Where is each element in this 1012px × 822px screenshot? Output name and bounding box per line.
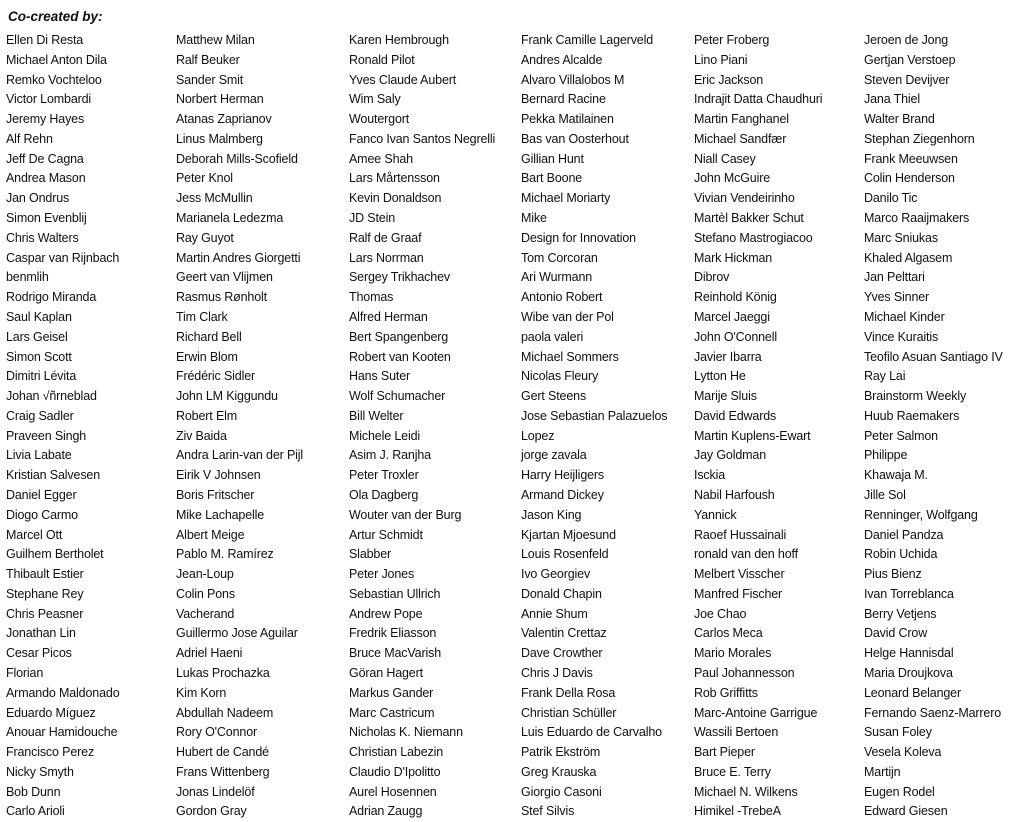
contributor-name: Khawaja M. xyxy=(864,468,928,483)
contributor-name: Bart Boone xyxy=(521,171,583,186)
column-spacer xyxy=(864,9,1010,31)
contributor-name: Stephane Rey xyxy=(6,586,84,601)
contributor-name: Johan √ñrneblad xyxy=(6,389,97,404)
contributor-name: Manfred Fischer xyxy=(694,586,783,601)
contributor-name: Khaled Algasem xyxy=(864,250,953,265)
contributor-name: Asim J. Ranjha xyxy=(349,448,431,463)
contributor-name: Jan Pelttari xyxy=(864,270,925,285)
contributor-name: Rasmus Rønholt xyxy=(176,290,267,305)
contributor-name: Marcel Jaeggi xyxy=(694,309,770,324)
contributor-name: Javier Ibarra xyxy=(694,349,762,364)
contributor-name: Jeremy Hayes xyxy=(6,112,85,127)
contributor-name: Bruce MacVarish xyxy=(349,646,441,661)
contributor-name: Frédéric Sidler xyxy=(176,369,256,384)
contributor-name: Eduardo Míguez xyxy=(6,705,96,720)
contributor-name: Jonathan Lin xyxy=(6,626,76,641)
contributor-name: Marc-Antoine Garrigue xyxy=(694,705,818,720)
contributor-name: Nicholas K. Niemann xyxy=(349,725,463,740)
credits-column-5 xyxy=(694,9,864,822)
contributor-name: Karen Hembrough xyxy=(349,33,449,47)
contributor-name: Michael N. Wilkens xyxy=(694,784,798,799)
contributor-name: Martijn xyxy=(864,764,901,779)
contributor-name: Dimitri Lévita xyxy=(6,369,77,384)
contributor-name: Jean-Loup xyxy=(176,567,234,582)
contributor-name: Craig Sadler xyxy=(6,408,74,423)
contributor-name: Jay Goldman xyxy=(694,448,766,463)
contributor-name: David Edwards xyxy=(694,408,777,423)
contributor-name: Ellen Di Resta xyxy=(6,33,84,47)
contributor-name: Eirik V Johnsen xyxy=(176,468,261,483)
contributor-name: Paul Johannesson xyxy=(694,666,795,680)
contributor-name: Simon Scott xyxy=(6,349,72,364)
contributor-name: Donald Chapin xyxy=(521,586,602,601)
contributor-name: Berry Vetjens xyxy=(864,606,937,621)
contributor-name: Woutergort xyxy=(349,112,410,127)
contributor-name: Göran Hagert xyxy=(349,666,423,680)
contributor-name: Caspar van Rijnbach xyxy=(6,250,120,265)
contributor-name: Anouar Hamidouche xyxy=(6,725,118,740)
contributor-name: Vivian Vendeirinho xyxy=(694,191,795,206)
contributor-name: Sergey Trikhachev xyxy=(349,270,450,285)
contributor-name: Lars Norrman xyxy=(349,250,424,265)
contributor-name: Stephan Ziegenhorn xyxy=(864,131,975,146)
contributor-name: Joe Chao xyxy=(694,606,747,621)
contributor-name: Andrea Mason xyxy=(6,171,86,186)
contributor-name: Linus Malmberg xyxy=(176,131,263,146)
contributor-name: Michael Sommers xyxy=(521,349,619,364)
contributor-name: Lytton He xyxy=(694,369,746,384)
credits-column-6 xyxy=(864,9,1010,822)
contributor-name: Helge Hannisdal xyxy=(864,646,954,661)
contributor-name: Victor Lombardi xyxy=(6,92,92,107)
contributor-name: Alfred Herman xyxy=(349,309,428,324)
contributor-name: John McGuire xyxy=(694,171,771,186)
contributor-name: Kim Korn xyxy=(176,685,227,700)
contributor-name: Peter Froberg xyxy=(694,33,770,47)
contributor-name: Jeroen de Jong xyxy=(864,33,949,47)
contributor-name: Norbert Herman xyxy=(176,92,264,107)
contributor-name: Robert Elm xyxy=(176,408,238,423)
contributor-name: Guillermo Jose Aguilar xyxy=(176,626,298,641)
contributor-name: Geert van Vlijmen xyxy=(176,270,273,285)
contributor-name: Ivan Torreblanca xyxy=(864,586,954,601)
contributor-name: Fernando Saenz-Marrero xyxy=(864,705,1002,720)
contributor-name: Teofilo Asuan Santiago IV xyxy=(864,349,1003,364)
contributor-name: Isckia xyxy=(694,468,726,483)
contributor-name: Livia Labate xyxy=(6,448,72,463)
contributor-name: Marc Castricum xyxy=(349,705,435,720)
contributor-name: Bas van Oosterhout xyxy=(521,131,629,146)
contributor-name: Patrik Ekström xyxy=(521,745,601,760)
contributor-name: Thibault Estier xyxy=(6,567,84,582)
contributor-name: Carlos Meca xyxy=(694,626,763,641)
contributor-name: Ziv Baida xyxy=(176,428,227,443)
column-spacer xyxy=(521,9,694,31)
contributor-name: Luis Eduardo de Carvalho xyxy=(521,725,662,740)
contributor-name: Rob Griffitts xyxy=(694,685,758,700)
contributor-name: Diogo Carmo xyxy=(6,507,78,522)
contributor-name: Vince Kuraitis xyxy=(864,329,939,344)
contributor-name: Martin Fanghanel xyxy=(694,112,789,127)
contributor-name: Martèl Bakker Schut xyxy=(694,211,804,226)
contributor-name: Carlo Arioli xyxy=(6,804,65,819)
contributor-name: Rory O'Connor xyxy=(176,725,258,740)
contributor-name: Frank Camille Lagerveld xyxy=(521,33,654,47)
contributor-name: Andrew Pope xyxy=(349,606,423,621)
names-list-4 xyxy=(521,31,694,822)
contributor-name: Armando Maldonado xyxy=(6,685,120,700)
contributor-name: Andra Larin-van der Pijl xyxy=(176,448,304,463)
contributor-name: Colin Henderson xyxy=(864,171,955,186)
contributor-name: benmlih xyxy=(6,270,49,285)
contributor-name: Marianela Ledezma xyxy=(176,211,284,226)
contributor-name: Lukas Prochazka xyxy=(176,666,270,680)
contributor-name: Chris J Davis xyxy=(521,666,593,680)
contributor-name: JD Stein xyxy=(349,211,396,226)
contributor-name: Ray Guyot xyxy=(176,230,234,245)
contributor-name: Martin Kuplens-Ewart xyxy=(694,428,811,443)
contributor-name: John LM Kiggundu xyxy=(176,389,278,404)
contributor-name: Raoef Hussainali xyxy=(694,527,787,542)
contributor-name: Guilhem Bertholet xyxy=(6,547,104,562)
contributor-name: Christian Schüller xyxy=(521,705,617,720)
contributor-name: Jana Thiel xyxy=(864,92,920,107)
contributor-name: Design for Innovation xyxy=(521,230,636,245)
contributor-name: Armand Dickey xyxy=(521,487,604,502)
contributor-name: Tim Clark xyxy=(176,309,228,324)
contributor-name: Chris Walters xyxy=(6,230,79,245)
contributor-name: Pablo M. Ramírez xyxy=(176,547,274,562)
contributor-name: Gertjan Verstoep xyxy=(864,52,956,67)
contributor-name: Lars Mårtensson xyxy=(349,171,440,186)
contributor-name: Marco Raaijmakers xyxy=(864,211,970,226)
contributor-name: Mike Lachapelle xyxy=(176,507,265,522)
names-list-3 xyxy=(349,31,521,822)
contributor-name: Ari Wurmann xyxy=(521,270,593,285)
contributor-name: Sebastian Ullrich xyxy=(349,586,441,601)
contributor-name: Sander Smit xyxy=(176,72,244,87)
credits-column-1 xyxy=(6,9,176,822)
contributor-name: Leonard Belanger xyxy=(864,685,961,700)
contributor-name: Adrian Zaugg xyxy=(349,804,423,819)
column-spacer xyxy=(694,9,864,31)
contributor-name: Atanas Zaprianov xyxy=(176,112,272,127)
contributor-name: Fredrik Eliasson xyxy=(349,626,437,641)
contributor-name: Valentin Crettaz xyxy=(521,626,607,641)
contributor-name: Michael Kinder xyxy=(864,309,945,324)
contributor-name: Alf Rehn xyxy=(6,131,53,146)
contributor-name: Martin Andres Giorgetti xyxy=(176,250,301,265)
contributor-name: Antonio Robert xyxy=(521,290,603,305)
contributor-name: Eugen Rodel xyxy=(864,784,935,799)
contributor-name: Stef Silvis xyxy=(521,804,575,819)
contributor-name: Fanco Ivan Santos Negrelli xyxy=(349,131,496,146)
contributor-name: Markus Gander xyxy=(349,685,434,700)
contributor-name: Jille Sol xyxy=(864,487,906,502)
contributor-name: Peter Salmon xyxy=(864,428,938,443)
contributor-name: Dibrov xyxy=(694,270,730,285)
contributor-name: Lopez xyxy=(521,428,555,443)
contributor-name: Ralf de Graaf xyxy=(349,230,422,245)
contributor-name: John O'Connell xyxy=(694,329,777,344)
contributor-name: Gordon Gray xyxy=(176,804,247,819)
contributor-name: Wassili Bertoen xyxy=(694,725,779,740)
contributor-name: Philippe xyxy=(864,448,908,463)
contributor-name: paola valeri xyxy=(521,329,584,344)
credits-column-3 xyxy=(349,9,521,822)
contributor-name: Pius Bienz xyxy=(864,567,922,582)
contributor-name: Robin Uchida xyxy=(864,547,938,562)
contributor-name: Melbert Visscher xyxy=(694,567,785,582)
contributor-name: Danilo Tic xyxy=(864,191,918,206)
credits-column-2 xyxy=(176,9,349,822)
contributor-name: Peter Jones xyxy=(349,567,415,582)
contributor-name: Giorgio Casoni xyxy=(521,784,602,799)
contributor-name: Robert van Kooten xyxy=(349,349,451,364)
contributor-name: Aurel Hosennen xyxy=(349,784,437,799)
contributor-name: Ronald Pilot xyxy=(349,52,415,67)
contributor-name: Nicolas Fleury xyxy=(521,369,599,384)
contributor-name: Thomas xyxy=(349,290,394,305)
contributor-name: jorge zavala xyxy=(521,448,587,463)
contributor-name: Erwin Blom xyxy=(176,349,238,364)
contributor-name: Peter Troxler xyxy=(349,468,419,483)
contributor-name: Praveen Singh xyxy=(6,428,87,443)
names-list-6 xyxy=(864,31,1010,822)
contributor-name: Wibe van der Pol xyxy=(521,309,614,324)
contributor-name: Albert Meige xyxy=(176,527,245,542)
contributor-name: Marc Sniukas xyxy=(864,230,938,245)
contributor-name: Matthew Milan xyxy=(176,33,255,47)
contributor-name: Bruce E. Terry xyxy=(694,764,771,779)
contributor-name: Vacherand xyxy=(176,606,235,621)
credits-column-4 xyxy=(521,9,694,822)
contributor-name: Bob Dunn xyxy=(6,784,61,799)
column-spacer xyxy=(349,9,521,31)
contributor-name: Peter Knol xyxy=(176,171,233,186)
contributor-name: Cesar Picos xyxy=(6,646,72,661)
contributor-name: Maria Droujkova xyxy=(864,666,953,680)
contributor-name: Lino Piani xyxy=(694,52,748,67)
contributor-name: Nabil Harfoush xyxy=(694,487,775,502)
names-list-1 xyxy=(6,31,176,822)
contributor-name: Bill Welter xyxy=(349,408,404,423)
contributor-name: Mario Morales xyxy=(694,646,772,661)
contributor-name: Francisco Perez xyxy=(6,745,95,760)
contributor-name: Wouter van der Burg xyxy=(349,507,462,522)
contributor-name: Gert Steens xyxy=(521,389,587,404)
contributor-name: Stefano Mastrogiacoo xyxy=(694,230,813,245)
contributor-name: Steven Devijver xyxy=(864,72,950,87)
contributor-name: Slabber xyxy=(349,547,392,562)
contributor-name: Louis Rosenfeld xyxy=(521,547,609,562)
contributor-name: Ivo Georgiev xyxy=(521,567,591,582)
contributor-name: Kjartan Mjoesund xyxy=(521,527,616,542)
contributor-name: Florian xyxy=(6,666,44,680)
contributor-name: Yves Sinner xyxy=(864,290,930,305)
contributor-name: Michael Moriarty xyxy=(521,191,611,206)
contributor-name: Frans Wittenberg xyxy=(176,764,270,779)
contributor-name: Deborah Mills-Scofield xyxy=(176,151,298,166)
contributor-name: Kevin Donaldson xyxy=(349,191,442,206)
contributor-name: Bert Spangenberg xyxy=(349,329,449,344)
contributor-name: Mark Hickman xyxy=(694,250,773,265)
contributor-name: Michael Sandfær xyxy=(694,131,787,146)
contributor-name: Greg Krauska xyxy=(521,764,597,779)
contributor-name: Abdullah Nadeem xyxy=(176,705,274,720)
contributor-name: Jeff De Cagna xyxy=(6,151,84,166)
contributor-name: Christian Labezin xyxy=(349,745,444,760)
contributor-name: Yannick xyxy=(694,507,737,522)
contributor-name: Andres Alcalde xyxy=(521,52,603,67)
contributor-name: Artur Schmidt xyxy=(349,527,423,542)
contributor-name: Marcel Ott xyxy=(6,527,63,542)
contributor-name: Niall Casey xyxy=(694,151,756,166)
contributor-name: Kristian Salvesen xyxy=(6,468,101,483)
contributor-name: Michael Anton Dila xyxy=(6,52,107,67)
co-created-by-heading: Co-created by: xyxy=(8,9,103,24)
contributor-name: Boris Fritscher xyxy=(176,487,255,502)
contributor-name: Alvaro Villalobos M xyxy=(521,72,625,87)
names-list-5 xyxy=(694,31,864,822)
contributor-name: Daniel Egger xyxy=(6,487,77,502)
contributor-name: Reinhold König xyxy=(694,290,777,305)
contributor-name: Vesela Koleva xyxy=(864,745,942,760)
contributor-name: Jonas Lindelöf xyxy=(176,784,255,799)
contributor-name: Pekka Matilainen xyxy=(521,112,614,127)
contributor-name: Tom Corcoran xyxy=(521,250,598,265)
contributor-name: Chris Peasner xyxy=(6,606,84,621)
contributor-name: David Crow xyxy=(864,626,928,641)
contributor-name: Walter Brand xyxy=(864,112,935,127)
contributor-name: Bernard Racine xyxy=(521,92,606,107)
contributor-name: Mike xyxy=(521,211,547,226)
contributor-name: Claudio D'Ipolitto xyxy=(349,764,441,779)
contributor-name: Harry Heijligers xyxy=(521,468,605,483)
contributor-name: Indrajit Datta Chaudhuri xyxy=(694,92,823,107)
contributor-name: Amee Shah xyxy=(349,151,413,166)
contributor-name: Ray Lai xyxy=(864,369,906,384)
contributor-name: Susan Foley xyxy=(864,725,932,740)
contributor-name: Jason King xyxy=(521,507,582,522)
contributor-name: Annie Shum xyxy=(521,606,588,621)
contributor-name: Hubert de Candé xyxy=(176,745,269,760)
contributor-name: Gillian Hunt xyxy=(521,151,584,166)
contributor-name: Edward Giesen xyxy=(864,804,948,819)
contributor-name: Frank Della Rosa xyxy=(521,685,616,700)
column-spacer xyxy=(176,9,349,31)
contributor-name: Renninger, Wolfgang xyxy=(864,507,978,522)
contributor-name: Rodrigo Miranda xyxy=(6,290,97,305)
contributor-name: Ralf Beuker xyxy=(176,52,240,67)
contributor-name: Frank Meeuwsen xyxy=(864,151,958,166)
contributor-name: Jose Sebastian Palazuelos xyxy=(521,408,668,423)
contributor-name: Himikel -TrebeA xyxy=(694,804,781,819)
contributor-name: ronald van den hoff xyxy=(694,547,798,562)
contributor-name: Jess McMullin xyxy=(176,191,253,206)
contributor-name: Saul Kaplan xyxy=(6,309,72,324)
contributor-name: Colin Pons xyxy=(176,586,235,601)
names-list-2 xyxy=(176,31,349,822)
contributor-name: Michele Leidi xyxy=(349,428,421,443)
contributor-name: Brainstorm Weekly xyxy=(864,389,967,404)
contributor-name: Hans Suter xyxy=(349,369,411,384)
contributor-name: Nicky Smyth xyxy=(6,764,74,779)
contributor-name: Daniel Pandza xyxy=(864,527,944,542)
contributor-name: Dave Crowther xyxy=(521,646,603,661)
contributor-name: Wim Saly xyxy=(349,92,401,107)
contributor-name: Bart Pieper xyxy=(694,745,755,760)
contributor-name: Ola Dagberg xyxy=(349,487,419,502)
contributor-name: Wolf Schumacher xyxy=(349,389,446,404)
contributor-name: Marije Sluis xyxy=(694,389,757,404)
contributor-name: Lars Geisel xyxy=(6,329,68,344)
contributor-name: Simon Evenblij xyxy=(6,211,87,226)
contributor-name: Remko Vochteloo xyxy=(6,72,102,87)
contributor-name: Eric Jackson xyxy=(694,72,764,87)
contributor-name: Yves Claude Aubert xyxy=(349,72,457,87)
contributor-name: Richard Bell xyxy=(176,329,242,344)
contributor-name: Adriel Haeni xyxy=(176,646,243,661)
contributor-name: Jan Ondrus xyxy=(6,191,70,206)
contributor-name: Huub Raemakers xyxy=(864,408,960,423)
